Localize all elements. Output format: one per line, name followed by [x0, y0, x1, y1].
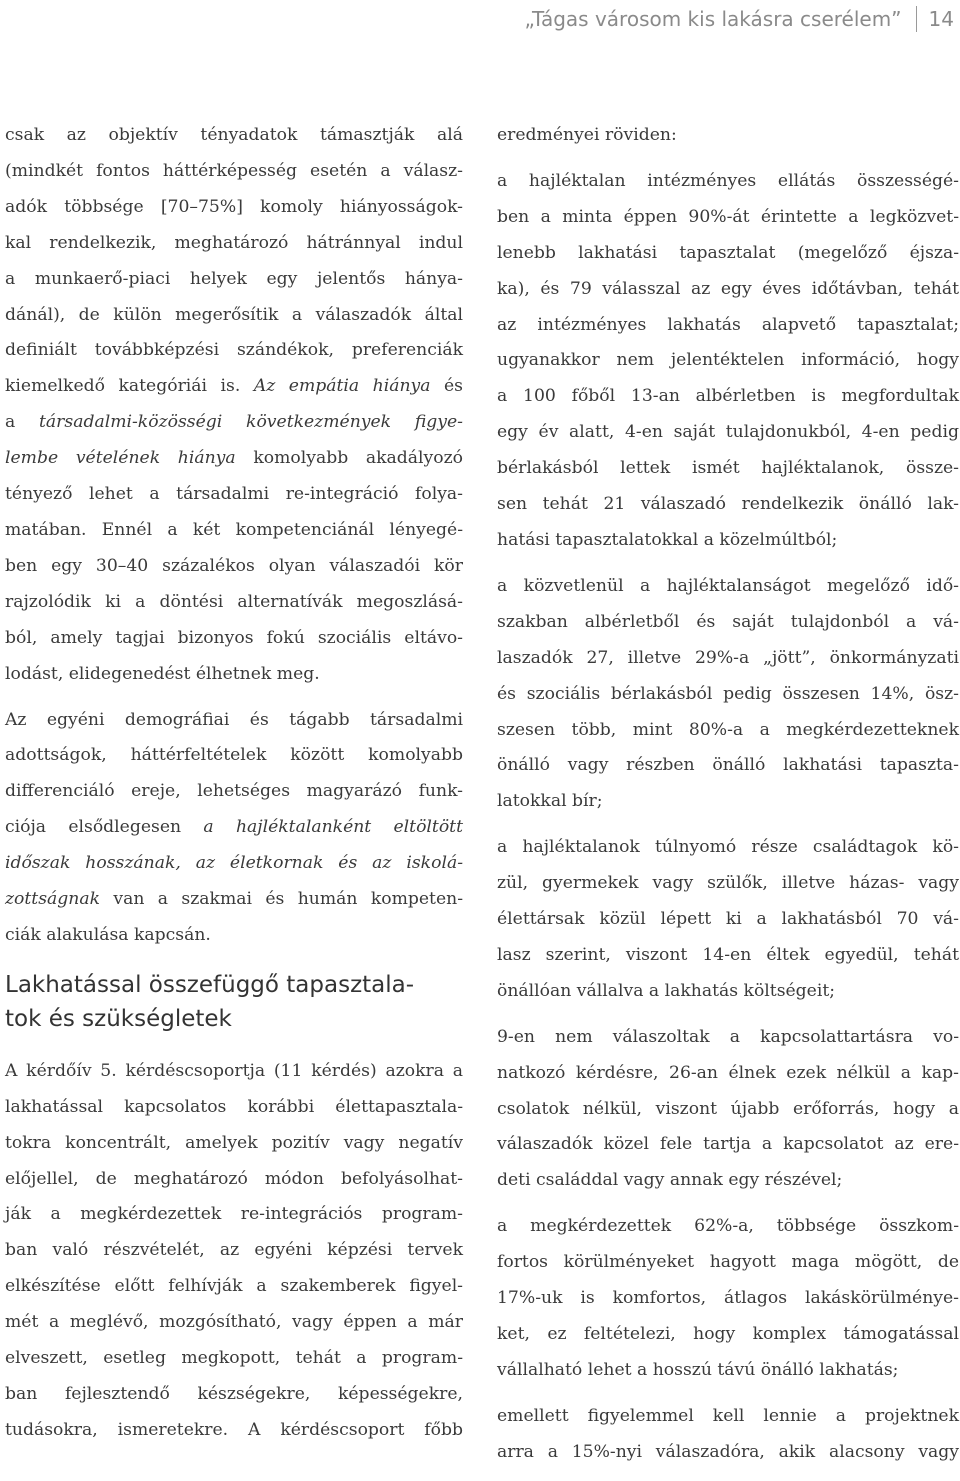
text-line: ban fejlesztendő készségekre, képességekre,	[5, 1384, 463, 1404]
text-line: latokkal bír;	[497, 791, 603, 812]
text-line: és szociális bérlakásból pedig összesen 14%, ösz-	[497, 683, 959, 704]
text-line: deti családdal vagy annak egy részével;	[497, 1170, 843, 1191]
text-line: Az egyéni demográfiai és tágabb társadalmi	[5, 709, 463, 730]
text-line: zottságnak van a szakmai és humán kompeten-	[5, 889, 464, 910]
text-line: kiemelkedő kategóriái is. Az empátia hiánya és	[5, 376, 463, 397]
text-line: tényező lehet a társadalmi re-integráció folya-	[5, 484, 463, 505]
paragraph	[497, 118, 959, 154]
text-line: a hajléktalan intézményes ellátás összességé-	[497, 170, 959, 191]
text-line: önálló vagy részben önálló lakhatási tapaszta-	[497, 755, 959, 776]
text-line: 17%-uk is komfortos, átlagos lakáskörülménye-	[497, 1288, 959, 1309]
text-line: a munkaerő-piaci helyek egy jelentős hánya-	[5, 268, 463, 289]
text-line: 9-en nem válaszoltak a kapcsolattartásra vo-	[497, 1026, 959, 1047]
text-line: szesen több, mint 80%-a a megkérdezetteknek	[497, 719, 959, 740]
text-line: tokra koncentrált, amelyek pozitív vagy negatív	[5, 1132, 463, 1153]
text-line: ból, amely tagjai bizonyos fokú szociális eltávo-	[5, 627, 463, 648]
text-line: ben egy 30–40 százalékos olyan válaszadói kör	[5, 555, 463, 576]
left-column	[5, 118, 463, 1459]
text-line: tudásokra, ismeretekre. A kérdéscsoport főbb	[5, 1419, 463, 1440]
text-line: ugyanakkor nem jelentéktelen információ, hogy	[497, 350, 959, 371]
text-line: ban való részvételét, az egyéni képzési tervek	[5, 1240, 463, 1261]
text-line: emellett figyelemmel kell lennie a projektnek	[497, 1405, 959, 1426]
text-line: lembe vételének hiánya komolyabb akadályozó	[5, 448, 463, 469]
list-item	[497, 1209, 959, 1389]
text-line: adottságok, háttérfeltételek között komolyabb	[5, 745, 463, 766]
text-line: adók többsége [70–75%] komoly hiányosságok-	[5, 196, 463, 217]
text-line: laszadók 27, illetve 29%-a „jött”, önkormányzati	[497, 647, 959, 668]
text-line: differenciáló ereje, lehetséges magyarázó funk-	[5, 781, 463, 802]
heading-line: tok és szükségletek	[5, 1005, 232, 1032]
text-line: az intézményes lakhatás alapvető tapasztalat;	[497, 314, 959, 335]
text-line: ka), és 79 válasszal az egy éves időtávban, tehát	[497, 278, 959, 299]
text-line: lasz szerint, viszont 14-en éltek egyedül, tehát	[497, 944, 959, 965]
text-line: vállalható lehet a hosszú távú önálló lakhatás;	[497, 1359, 899, 1380]
running-header	[524, 6, 954, 32]
text-line: a 100 főből 13-an albérletben is megfordultak	[497, 386, 959, 407]
text-line: ciák alakulása kapcsán.	[5, 924, 211, 945]
text-line: elkészítése előtt felhívják a szakemberek figyel-	[5, 1276, 463, 1297]
header-title: „Tágas városom kis lakásra cserélem”	[524, 7, 902, 31]
paragraph	[5, 1054, 463, 1449]
text-line: matában. Ennél a két kompetenciánál lényegé-	[5, 519, 463, 540]
page-number: 14	[928, 7, 954, 31]
text-line: ben a minta éppen 90%-át érintette a legközvet-	[497, 206, 959, 227]
text-line: ják a megkérdezettek re-integrációs program-	[5, 1204, 463, 1225]
text-line: a közvetlenül a hajléktalanságot megelőző idő-	[497, 575, 959, 596]
text-line: ciója elsődlegesen a hajléktalanként eltöltött	[5, 817, 463, 838]
text-line: önállóan vállalva a lakhatás költségeit;	[497, 980, 836, 1001]
text-line: időszak hosszának, az életkornak és az iskolá-	[5, 853, 463, 874]
section-heading	[5, 968, 463, 1036]
text-line: szakban albérletből és saját tulajdonból a vá-	[497, 611, 959, 632]
text-line: (mindkét fontos háttérképesség esetén a válasz-	[5, 160, 463, 181]
text-line: válaszadók közel fele tartja a kapcsolatot az ere-	[497, 1134, 959, 1155]
text-line: a társadalmi-közösségi következmények figye-	[5, 412, 463, 433]
text-line: élettársak közül lépett ki a lakhatásból 70 vá-	[497, 909, 959, 930]
text-line: sen tehát 21 válaszadó rendelkezik önálló lak-	[497, 494, 959, 515]
text-line: zül, gyermekek vagy szülők, illetve házas- vagy	[497, 873, 959, 894]
paragraph	[5, 703, 463, 954]
text-line: előjellel, de meghatározó módon befolyásolhat-	[5, 1168, 463, 1189]
list-item	[497, 830, 959, 1010]
text-line: csak az objektív tényadatok támasztják alá	[5, 125, 463, 145]
text-line: elveszett, esetleg megkopott, tehát a program-	[5, 1348, 463, 1369]
text-line: a megkérdezettek 62%-a, többsége összkom-	[497, 1216, 959, 1237]
text-line: mét a meglévő, mozgósítható, vagy éppen a már	[5, 1312, 463, 1333]
text-line: csolatok nélkül, viszont újabb erőforrás, hogy a	[497, 1098, 959, 1119]
text-line: lodást, elidegenedést élhetnek meg.	[5, 663, 320, 684]
text-line: a hajléktalanok túlnyomó része családtagok kö-	[497, 837, 959, 858]
list-item	[497, 1399, 959, 1471]
paragraph	[5, 118, 463, 693]
header-divider	[916, 6, 917, 32]
text-line: egy év alatt, 4-en saját tulajdonukból, 4-en pedig	[497, 422, 959, 443]
text-line: kal rendelkezik, meghatározó hátránnyal indul	[5, 232, 463, 253]
heading-line: Lakhatással összefüggő tapasztala-	[5, 971, 415, 998]
text-line: eredményei röviden:	[497, 125, 677, 145]
right-column	[497, 118, 959, 1481]
list-item	[497, 164, 959, 559]
text-line: rajzolódik ki a döntési alternatívák megoszlásá-	[5, 591, 463, 612]
text-line: A kérdőív 5. kérdéscsoportja (11 kérdés) azokra a	[5, 1060, 463, 1081]
text-line: natkozó kérdésre, 26-an élnek ezek nélkül a kap-	[497, 1062, 959, 1083]
text-line: ket, ez feltételezi, hogy komplex támogatással	[497, 1324, 959, 1344]
text-line: bérlakásból lettek ismét hajléktalanok, össze-	[497, 458, 959, 479]
text-line: dánál), de külön megerősítik a válaszadók által	[5, 304, 463, 325]
list-item	[497, 1020, 959, 1200]
text-line: fortos körülményeket hagyott maga mögött, de	[497, 1252, 959, 1273]
text-line: hatási tapasztalatokkal a közelmúltból;	[497, 529, 838, 550]
text-line: lenebb lakhatási tapasztalat (megelőző éjsza-	[497, 242, 959, 263]
list-item	[497, 569, 959, 820]
text-line: arra a 15%-nyi válaszadóra, akik alacsony vagy	[497, 1441, 959, 1462]
text-line: definiált továbbképzési szándékok, preferenciák	[5, 340, 463, 361]
text-line: lakhatással kapcsolatos korábbi élettapasztala-	[5, 1096, 463, 1117]
